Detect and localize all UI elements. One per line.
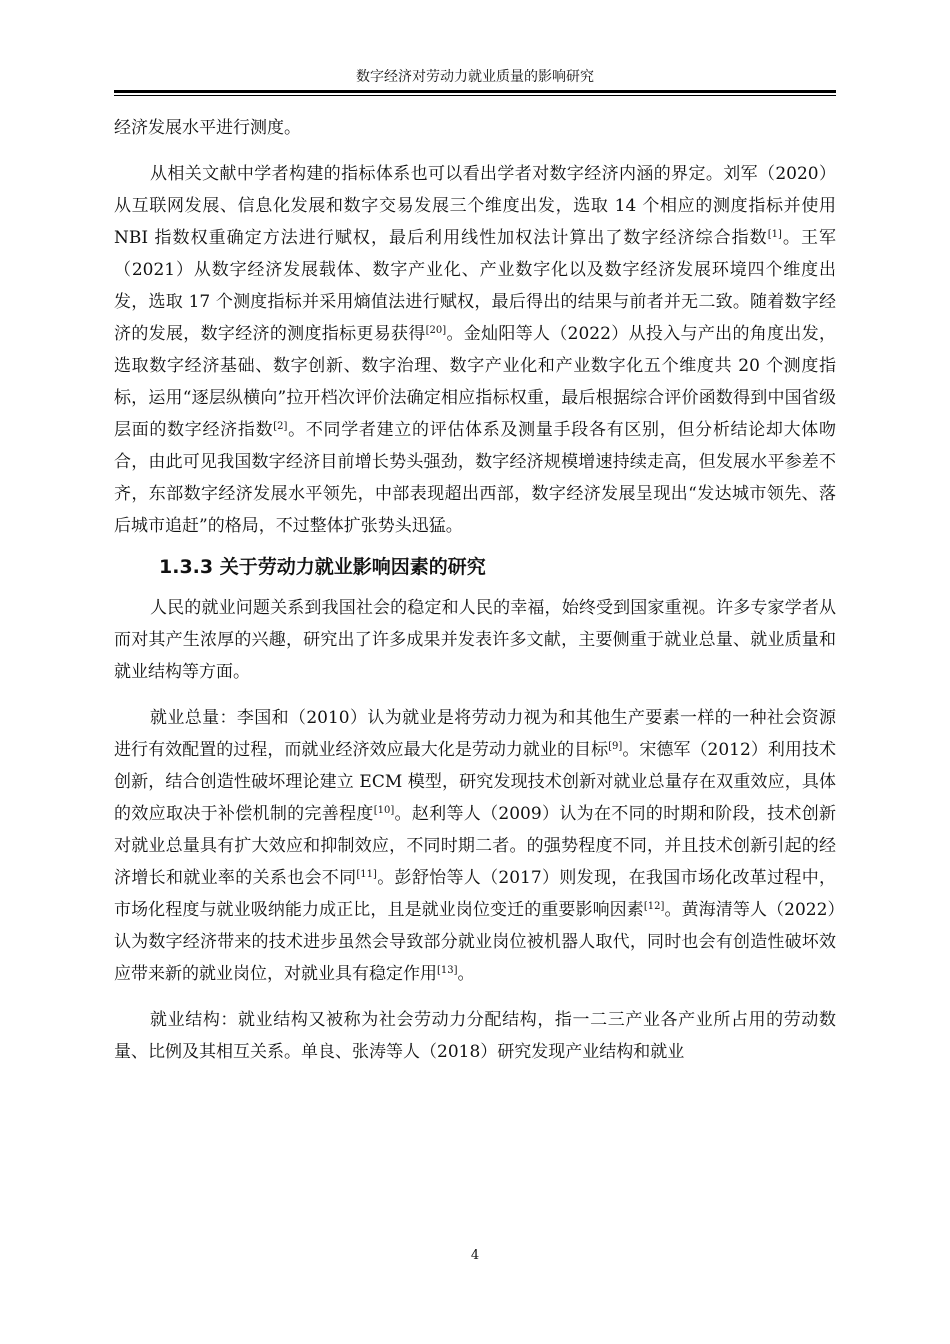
paragraph-indicator-systems	[114, 158, 836, 542]
paragraph-employment-structure	[114, 1004, 836, 1068]
citation-ref: [1]	[767, 229, 782, 240]
citation-ref: [9]	[608, 741, 623, 752]
paragraph-employment-intro	[114, 592, 836, 688]
header-rule-thick	[114, 90, 836, 93]
text-run: 。赵利等人（2009）认为在不同的时期和阶段，技术创新对就业总量具有扩大效应和抑制效应，不同时期二者。的强势程度不同，并且技术创新引起的经济增长和就业率的关系也会不同	[114, 804, 837, 888]
section-heading: 1.3.3 关于劳动力就业影响因素的研究	[159, 556, 486, 578]
citation-ref: [2]	[273, 421, 288, 432]
text-run: 就业结构：就业结构又被称为社会劳动力分配结构，指一二三产业各产业所占用的劳动数量、比例及其相互关系。单良、张涛等人（2018）研究发现产业结构和就业	[114, 1010, 836, 1062]
text-run: 。王军（2021）从数字经济发展载体、数字产业化、产业数字化以及数字经济发展环境四个维度出发，选取 17 个测度指标并采用熵值法进行赋权，最后得出的结果与前者并无二致。随着数字经济的发展，数字经济的测度指标更易获得	[114, 228, 836, 344]
paragraph-employment-total	[114, 702, 836, 990]
citation-ref: [12]	[643, 901, 665, 912]
citation-ref: [20]	[425, 325, 447, 336]
citation-ref: [11]	[356, 869, 377, 880]
running-header: 数字经济对劳动力就业质量的影响研究	[356, 69, 594, 85]
text-run: 。黄海清等人（2022）认为数字经济带来的技术进步虽然会导致部分就业岗位被机器人取代，同时也会有创造性破坏效应带来新的就业岗位，对就业具有稳定作用	[114, 900, 837, 984]
text-run: 从相关文献中学者构建的指标体系也可以看出学者对数字经济内涵的界定。刘军（2020）从互联网发展、信息化发展和数字交易发展三个维度出发，选取 14 个相应的测度指标并使用 NBI 指数权重确定方法进行赋权，最后利用线性加权法计算出了数字经济综合指数	[114, 164, 836, 248]
text-run: 。不同学者建立的评估体系及测量手段各有区别，但分析结论却大体吻合，由此可见我国数字经济目前增长势头强劲，数字经济规模增速持续走高，但发展水平参差不齐，东部数字经济发展水平领先，中部表现超出西部，数字经济发展呈现出“发达城市领先、落后城市追赶”的格局，不过整体扩张势头迅猛。	[114, 420, 837, 536]
text-run: 。金灿阳等人（2022）从投入与产出的角度出发，选取数字经济基础、数字创新、数字治理、数字产业化和产业数字化五个维度共 20 个测度指标，运用“逐层纵横向”拉开档次评价法确定相应指标权重，最后根据综合评价函数得到中国省级层面的数字经济指数	[114, 324, 837, 440]
text-run: 。宋德军（2012）利用技术创新，结合创造性破坏理论建立 ECM 模型，研究发现技术创新对就业总量存在双重效应，具体的效应取决于补偿机制的完善程度	[114, 740, 837, 824]
text-run: 人民的就业问题关系到我国社会的稳定和人民的幸福，始终受到国家重视。许多专家学者从而对其产生浓厚的兴趣，研究出了许多成果并发表许多文献，主要侧重于就业总量、就业质量和就业结构等方面。	[114, 598, 836, 682]
citation-ref: [10]	[373, 805, 395, 816]
header-rule-thin	[114, 95, 836, 96]
paragraph-continuation	[114, 112, 836, 144]
page-number: 4	[470, 1248, 480, 1263]
text-run: 经济发展水平进行测度。	[114, 118, 301, 138]
text-run: 。	[457, 964, 475, 984]
text-run: 就业总量：李国和（2010）认为就业是将劳动力视为和其他生产要素一样的一种社会资源进行有效配置的过程，而就业经济效应最大化是劳动力就业的目标	[114, 708, 836, 760]
citation-ref: [13]	[437, 965, 458, 976]
body-text	[114, 112, 836, 1068]
text-run: 。彭舒怡等人（2017）则发现，在我国市场化改革过程中，市场化程度与就业吸纳能力成正比，且是就业岗位变迁的重要影响因素	[114, 868, 837, 920]
